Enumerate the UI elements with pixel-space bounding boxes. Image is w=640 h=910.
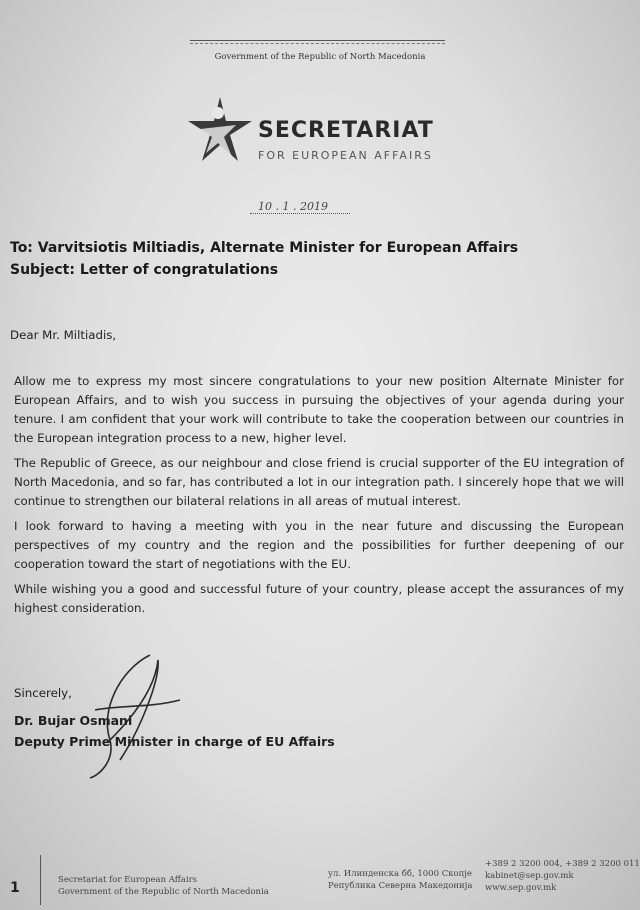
header-rule-dashed <box>190 43 445 44</box>
closing: Sincerely, <box>14 686 72 700</box>
recipient-line: To: Varvitsiotis Miltiadis, Alternate Minister for European Affairs <box>10 240 519 256</box>
footer-contact <box>485 858 640 894</box>
header-rule <box>190 40 445 41</box>
footer-phone: +389 2 3200 004, +389 2 3200 011 <box>485 859 640 869</box>
logo-title: SECRETARIAT <box>258 118 434 143</box>
footer-divider <box>40 855 42 905</box>
date-underline <box>250 213 350 214</box>
paragraph: Allow me to express my most sincere congratulations to your new position Alternate Minister for European Affairs, and to wish you success in pursuing the objectives of your agenda during your tenure. I am confident that your work will contribute to take the cooperation between our countries in the European integration process to a new, higher level. <box>14 374 624 445</box>
signer-title: Deputy Prime Minister in charge of EU Affairs <box>14 734 335 749</box>
letter-body <box>14 372 624 624</box>
government-name: Government of the Republic of North Macedonia <box>214 52 426 62</box>
secretariat-logo-icon <box>180 95 260 170</box>
footer-org-line: Government of the Republic of North Macedonia <box>58 887 269 897</box>
salutation: Dear Mr. Miltiadis, <box>10 328 117 342</box>
letter-date: 10 . 1 . 2019 <box>258 200 328 213</box>
paragraph: I look forward to having a meeting with you in the near future and discussing the European perspectives of my country and the region and the possibilities for further deepening of our cooperation toward the start of negotiations with the EU. <box>14 519 624 571</box>
paragraph: The Republic of Greece, as our neighbour and close friend is crucial supporter of the EU integration of North Macedonia, and so far, has contributed a lot in our integration path. I sincerely hope that we will continue to strengthen our bilateral relations in all areas of mutual interest. <box>14 456 624 508</box>
signer-name: Dr. Bujar Osmani <box>14 713 133 728</box>
footer-address-line: ул. Илинденска бб, 1000 Скопје <box>328 869 472 879</box>
subject-line: Subject: Letter of congratulations <box>10 262 279 278</box>
paragraph: While wishing you a good and successful future of your country, please accept the assurances of my highest consideration. <box>14 582 624 615</box>
footer-org-line: Secretariat for European Affairs <box>58 875 198 885</box>
footer-organization <box>58 874 269 898</box>
footer-address <box>328 868 472 892</box>
page-number: 1 <box>10 880 20 896</box>
footer-website: www.sep.gov.mk <box>485 883 557 893</box>
logo-subtitle: FOR EUROPEAN AFFAIRS <box>258 149 433 162</box>
footer-email: kabinet@sep.gov.mk <box>485 871 574 881</box>
footer-address-line: Република Северна Македонија <box>328 881 473 891</box>
